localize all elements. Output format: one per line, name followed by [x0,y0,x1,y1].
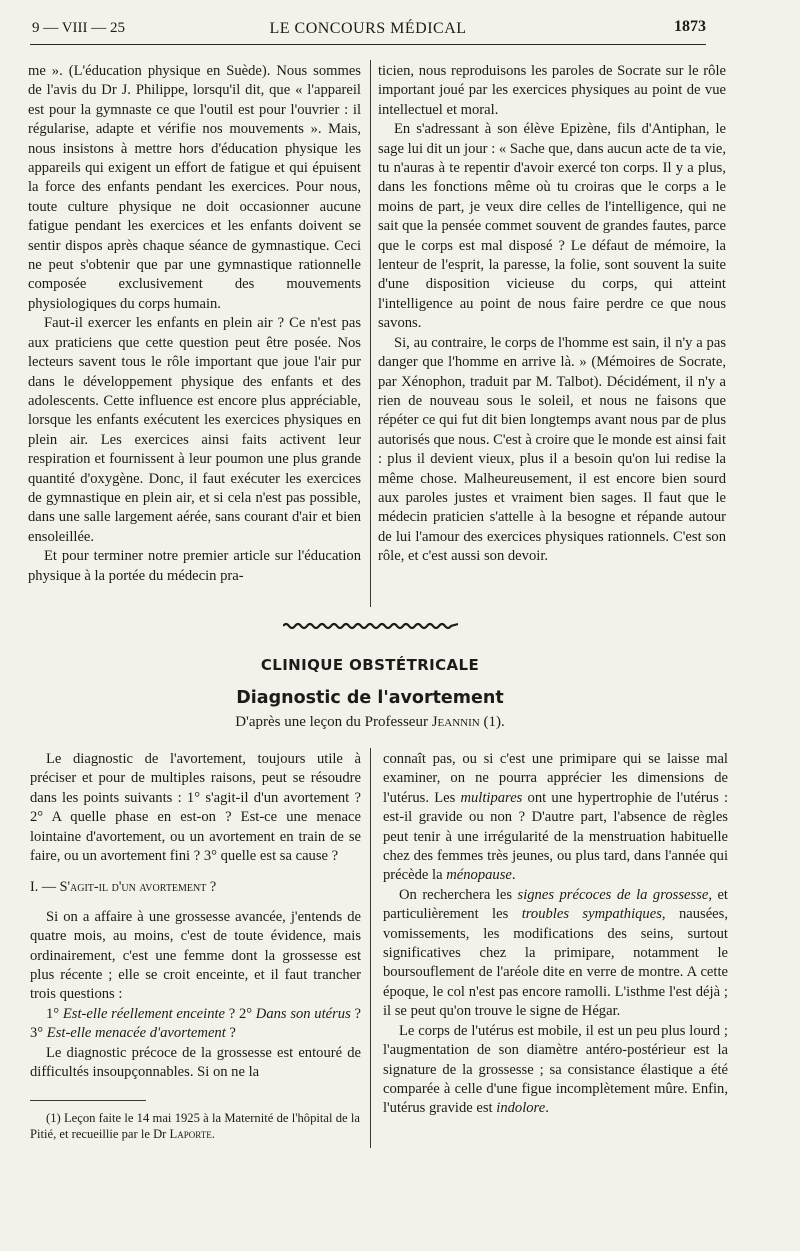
paragraph: Et pour terminer notre premier article sur l'éducation physique à la portée du médecin pra- [28,548,361,584]
footnote [30,1110,360,1142]
article-top-right-column [378,62,726,567]
page-number: 1873 [674,18,706,35]
article-bottom-left-column [30,750,361,1083]
text-run: connaît pas, ou si c'est une primipare qui se laisse mal examiner, on ne pourra apprécier les dimensions de l'utérus. Les [383,751,728,806]
paragraph: En s'adressant à son élève Epizène, fils d'Antiphan, le sage lui dit un jour : « Sache que, dans aucun acte de ta vie, tu n'auras à te repentir d'avoir exercé ton corps. Il y a plus, dans les fonctions même où tu croiras que le corps a le moins de part, je veux dire celles de l'intelligence, qui ne sait que la pensée commet souvent de grandes fautes, parce que le corps est mal disposé ? Le défaut de mémoire, la lenteur de l'esprit, la paresse, la folie, sont souvent la suite d'une disposition vicieuse du corps, qui atteint l'intelligence au point de nous faire perdre ce que nous savons. [378,121,726,332]
article-byline [0,714,740,731]
text-run: , et particulièrement les [383,886,728,923]
byline-prefix: D'après une leçon du Professeur [235,714,432,730]
journal-title: LE CONCOURS MÉDICAL [269,20,467,37]
paragraph: Faut-il exercer les enfants en plein air ? Ce n'est pas aux praticiens que cette question peut être posée. Nos lecteurs savent tous le rôle important que joue l'air pur dans le développement physique des enfants et des adolescents. Cette influence est encore plus appréciable, lorsque les enfants exécutent les exercices physiques en plein air. Les exercices ainsi faits activent leur respiration et fournissent à leur poumon une plus grande quantité d'oxygène. Donc, il faut exécuter les exercices de gymnastique en plein air, et si cela n'est pas possible, dans une salle largement aérée, sans courant d'air et bien ensoleillée. [28,315,361,545]
issue-date: 9 — VIII — 25 [32,20,126,36]
paragraph: Le diagnostic précoce de la grossesse est entouré de difficultés insoupçonnables. Si on ne la [30,1044,361,1081]
article-title: Diagnostic de l'avortement [236,688,504,708]
q-num: ? 2° [225,1005,256,1022]
column-divider [370,748,371,1148]
q-num: ? 3° [30,1005,361,1042]
question-2: Dans son utérus [255,1005,351,1022]
subsection-number: I. — [30,879,60,896]
footnote-author: Laporte [169,1127,212,1141]
footnote-end: . [211,1127,215,1141]
text-run: , nausées, vomissements, les modifications des seins, surtout significatives chez la primipare, notamment le boursouflement de l'aréole dite en verre de montre. A cette époque, le col n'est pas encore ramolli. L'isthme l'est déjà ; il se peut qu'on trouve le signe de Hégar. [383,906,728,1020]
text-run: On recherchera les [399,886,518,903]
emphasis: troubles sympathiques [521,906,662,923]
text-run: . [545,1100,549,1117]
article-top-left-column [28,62,361,586]
emphasis: signes précoces de la grossesse [517,886,709,903]
section-heading: CLINIQUE OBSTÉTRICALE [260,656,480,674]
paragraph: Le diagnostic de l'avortement, toujours utile à préciser et pour de multiples raisons, peut se résoudre dans les points suivants : 1° s'agit-il d'un avortement ? 2° A quelle phase en est-on ? Est-ce une menace lointaine d'avortement, ou un avortement en train de se faire, ou un avortement fini ? 3° quelle est sa cause ? [30,751,361,865]
text-run: . [511,867,516,884]
emphasis: indolore [496,1100,546,1117]
paragraph [383,886,728,1022]
byline-author: Jeannin [431,714,480,730]
paragraph: Si, au contraire, le corps de l'homme est sain, il n'y a pas danger que l'homme en arrive là. » (Mémoires de Socrate, par Xénophon, traduit par M. Talbot). Décidément, il n'y a rien de nouveau sous le soleil, et nous ne faisons que répéter ce qui fut dit bien longtemps avant nous par de plus autorisés que nous. C'est à croire que le monde est ainsi fait : plus il devient vieux, plus il a besoin qu'on lui redise la même chose. Malheureusement, il est encore bien sourd aux paroles justes et vraiment bien sages. Il faut que le médecin praticien s'attelle à la besogne et répande autour de lui l'amour des exercices physiques rationnels. C'est son rôle, et c'est aussi son devoir. [378,334,726,565]
emphasis: multipares [460,789,523,806]
paragraph: ticien, nous reproduisons les paroles de Socrate sur le rôle important joué par les exercices physiques au point de vue intellectuel et moral. [378,63,726,118]
page-header [30,18,706,45]
questions-paragraph [30,1005,361,1044]
column-divider [370,60,371,607]
subsection-title: S'agit-il d'un avortement ? [59,879,217,896]
q-end: ? [225,1025,236,1042]
section-ornament [283,622,458,630]
q-num: 1° [46,1005,63,1022]
paragraph: me ». (L'éducation physique en Suède). Nous sommes de l'avis du Dr J. Philippe, lorsqu'il dit, que « l'appareil est pour la gymnaste ce que l'outil est pour l'ouvrier : il régularise, adapte et vérifie nos mouvements ». Mais, nous insistons à mettre hors d'éducation physique les appareils qui exigent un effort de fatigue et qui épuisent la force des enfants pendant les exercices. Pour nous, toute culture physique ne doit occasionner aucune fatigue pendant les exercices et les enfants doivent se sentir dispos après chaque séance de gymnastique. Ceci ne peut s'obtenir que par une gymnastique rationnelle composée exclusivement des mouvements physiologiques du corps humain. [28,63,361,312]
text-run: Le corps de l'utérus est mobile, il est un peu plus lourd ; l'augmentation de son diamètre antéro-postérieur est la signature de la grossesse ; sa consistance élastique a été comparée à celle d'une figue incomplètement mûre. Enfin, l'utérus gravide est [383,1022,728,1117]
paragraph [383,750,728,886]
paragraph: Si on a affaire à une grossesse avancée, j'entends de quatre mois, au moins, c'est de toute évidence, mais ordinairement, c'est une femme dont la grossesse est plus récente ; elle se croit enceinte, et il faut trancher trois questions : [30,908,361,1003]
paragraph [383,1022,728,1119]
byline-suffix: (1). [479,714,505,730]
footnote-divider [30,1100,146,1101]
footnote-text [30,1110,360,1142]
subsection-heading [30,878,361,897]
question-1: Est-elle réellement enceinte [62,1005,226,1022]
article-bottom-right-column [383,750,728,1119]
footnote-body: (1) Leçon faite le 14 mai 1925 à la Maternité de l'hôpital de la Pitié, et recueillie par le Dr [30,1111,360,1141]
text-run: ont une hypertrophie de l'utérus : est-il gravide ou non ? D'autre part, l'absence de règles peut tenir à une irrégularité de la menstruation habituelle chez des femmes très jeunes, ou plus tard, dans l'année qui précède la [383,789,728,884]
question-3: Est-elle menacée d'avortement [46,1025,226,1042]
emphasis: ménopause [446,867,512,884]
